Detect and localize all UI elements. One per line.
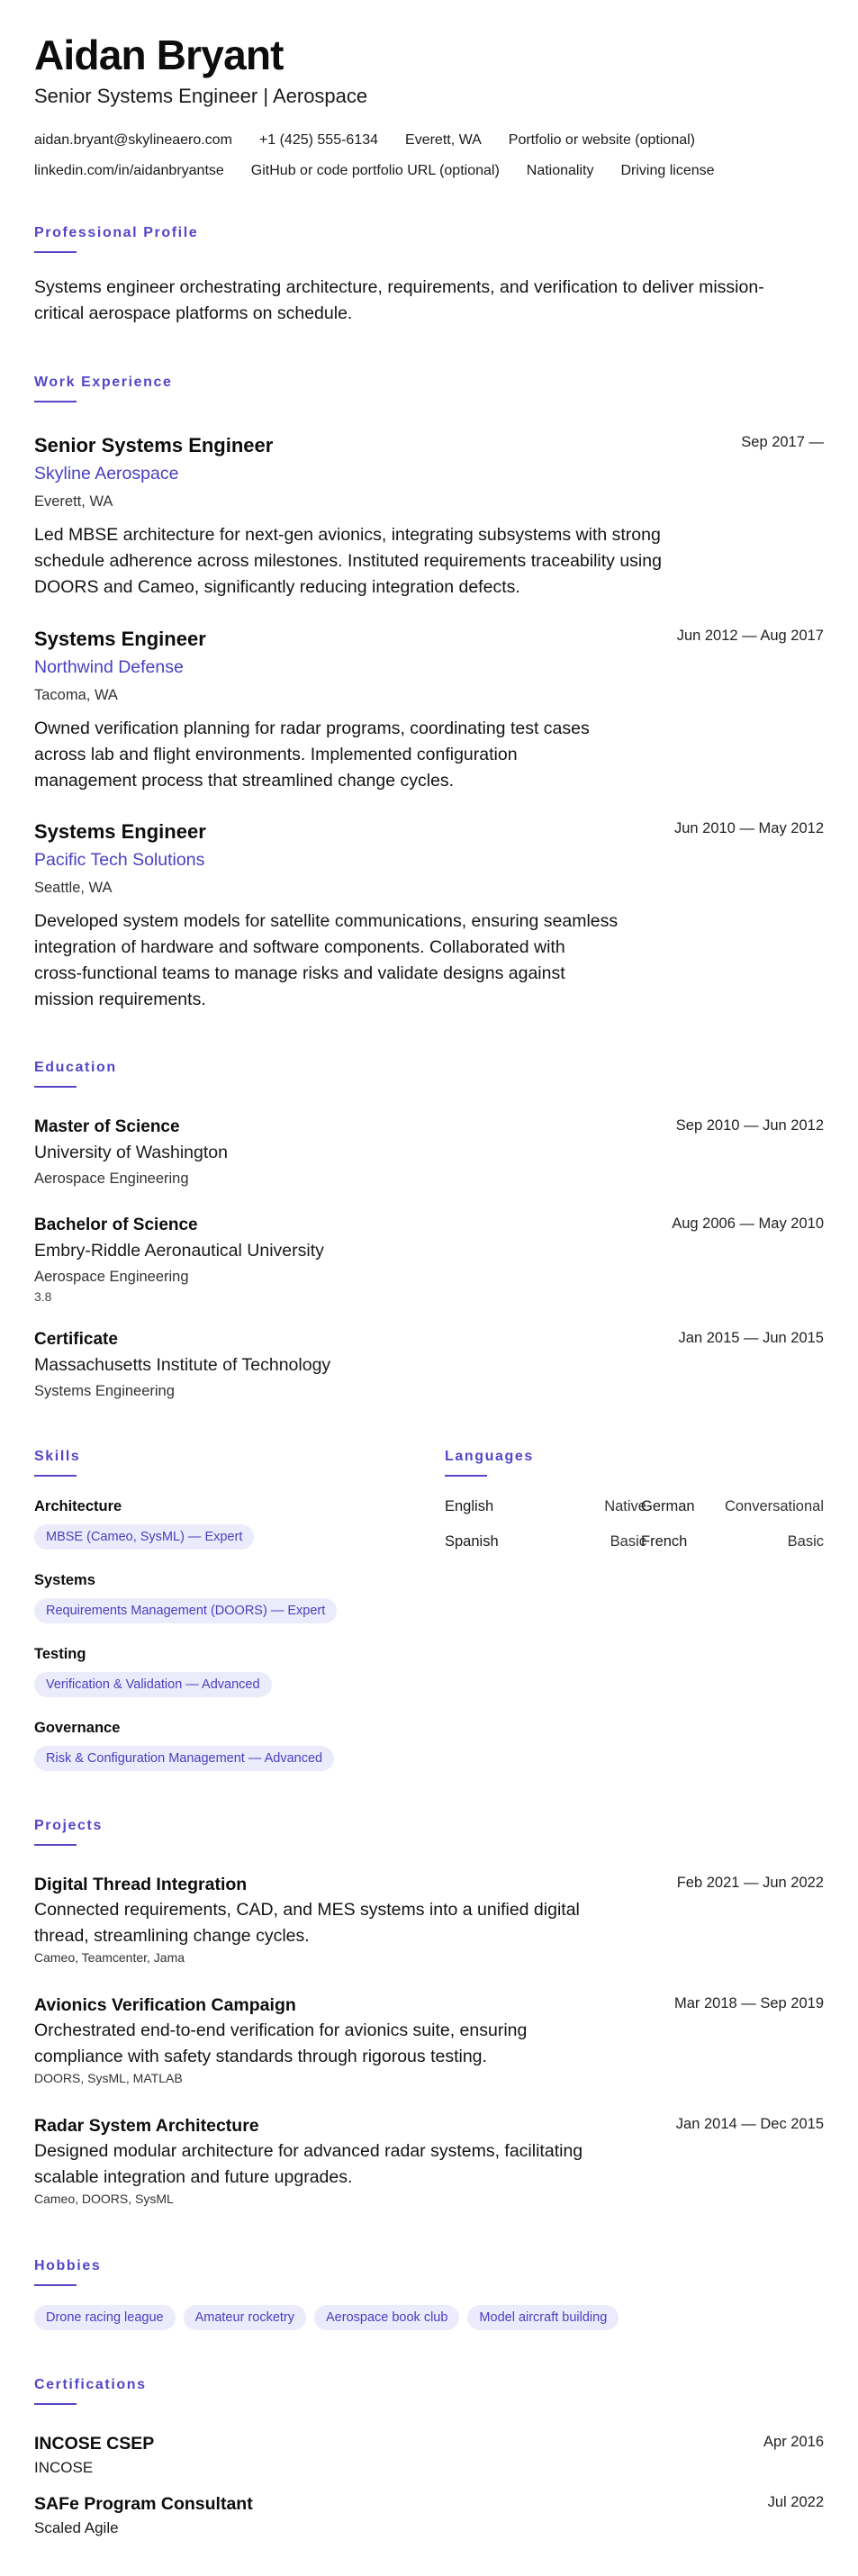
skill-category: Systems <box>34 1572 95 1588</box>
language-name: German <box>641 1498 695 1514</box>
contact-linkedin[interactable]: linkedin.com/in/aidanbryantse <box>34 163 224 178</box>
job-company: Northwind Defense <box>34 657 184 677</box>
candidate-headline: Senior Systems Engineer | Aerospace <box>34 85 368 107</box>
contact-github[interactable]: GitHub or code portfolio URL (optional) <box>250 163 500 178</box>
profile-summary: Systems engineer orchestrating architecture, requirements, and verification to deliver mission- critical aerospace platforms on schedule. <box>34 277 764 323</box>
section-title-experience: Work Experience <box>34 375 173 390</box>
job-title: Systems Engineer <box>34 820 206 843</box>
language-level: Basic <box>787 1533 824 1550</box>
contact-phone[interactable]: +1 (425) 555-6134 <box>258 132 379 148</box>
section-rule <box>34 1844 77 1846</box>
job-location: Everett, WA <box>34 493 113 510</box>
contact-portfolio[interactable]: Portfolio or website (optional) <box>508 132 695 148</box>
project-title: Avionics Verification Campaign <box>34 1995 296 2015</box>
certification-issuer: Scaled Agile <box>34 2519 119 2536</box>
certification-date: Apr 2016 <box>763 2434 824 2450</box>
hobby-chip: Drone racing league <box>34 2305 176 2330</box>
job-dates: Jun 2012 — Aug 2017 <box>676 628 824 644</box>
project-dates: Feb 2021 — Jun 2022 <box>676 1875 824 1891</box>
project-description: Designed modular architecture for advanced radar systems, facilitating scalable integration and future upgrades. <box>34 2141 583 2187</box>
certification-title: INCOSE CSEP <box>34 2434 155 2454</box>
job-location: Tacoma, WA <box>34 687 118 703</box>
contact-row-2 <box>34 163 715 179</box>
contact-driving-license: Driving license <box>620 163 715 178</box>
gpa: 3.8 <box>34 1289 52 1304</box>
skill-category: Testing <box>34 1646 86 1662</box>
section-rule <box>34 1475 77 1477</box>
section-title-hobbies: Hobbies <box>34 2258 102 2273</box>
language-level: Conversational <box>724 1498 824 1514</box>
section-rule <box>34 1086 77 1088</box>
school: Massachusetts Institute of Technology <box>34 1355 331 1375</box>
field-of-study: Systems Engineering <box>34 1383 175 1399</box>
skill-chip: Risk & Configuration Management — Advanced <box>34 1746 334 1771</box>
certification-date: Jul 2022 <box>767 2494 824 2510</box>
hobby-list <box>34 2305 619 2330</box>
project-description: Connected requirements, CAD, and MES systems into a unified digital thread, streamlining change cycles. <box>34 1900 580 1946</box>
job-company: Pacific Tech Solutions <box>34 850 205 870</box>
education-dates: Aug 2006 — May 2010 <box>672 1216 824 1232</box>
contact-nationality: Nationality <box>526 163 594 178</box>
section-rule <box>34 2403 77 2405</box>
contact-row-1 <box>34 132 695 149</box>
section-title-education: Education <box>34 1060 117 1075</box>
certification-title: SAFe Program Consultant <box>34 2494 253 2514</box>
field-of-study: Aerospace Engineering <box>34 1170 189 1187</box>
job-description: Owned verification planning for radar programs, coordinating test cases across lab and flight environments. Implemented configuration management process that streamlined change cycles. <box>34 719 590 791</box>
project-tools: Cameo, Teamcenter, Jama <box>34 1950 185 1965</box>
section-rule <box>34 401 77 402</box>
skill-chip: Requirements Management (DOORS) — Expert <box>34 1598 337 1623</box>
project-tools: DOORS, SysML, MATLAB <box>34 2071 183 2085</box>
degree: Bachelor of Science <box>34 1216 198 1234</box>
certification-issuer: INCOSE <box>34 2459 94 2476</box>
job-description: Developed system models for satellite communications, ensuring seamless integration of hardware and software components. Collaborated with cross-functional teams to manage risks and validate designs against mission requirements. <box>34 911 619 1009</box>
section-rule <box>34 251 77 253</box>
language-level: Basic <box>610 1533 646 1550</box>
section-title-projects: Projects <box>34 1818 103 1833</box>
project-tools: Cameo, DOORS, SysML <box>34 2192 174 2206</box>
section-title-certifications: Certifications <box>34 2377 147 2392</box>
language-name: French <box>641 1533 688 1550</box>
hobby-chip: Aerospace book club <box>314 2305 459 2330</box>
project-description: Orchestrated end-to-end verification for avionics suite, ensuring compliance with safety standards through rigorous testing. <box>34 2020 528 2066</box>
project-dates: Jan 2014 — Dec 2015 <box>675 2116 824 2132</box>
education-dates: Sep 2010 — Jun 2012 <box>675 1117 824 1134</box>
field-of-study: Aerospace Engineering <box>34 1269 189 1285</box>
job-dates: Jun 2010 — May 2012 <box>673 820 824 836</box>
school: University of Washington <box>34 1143 228 1162</box>
hobby-chip: Model aircraft building <box>467 2305 619 2330</box>
candidate-name: Aidan Bryant <box>34 32 284 78</box>
section-title-skills: Skills <box>34 1449 81 1464</box>
contact-location: Everett, WA <box>405 132 482 148</box>
job-title: Senior Systems Engineer <box>34 434 274 456</box>
skill-category: Architecture <box>34 1498 122 1514</box>
language-level: Native <box>604 1498 646 1514</box>
language-name: English <box>445 1498 494 1514</box>
degree: Certificate <box>34 1330 118 1349</box>
school: Embry-Riddle Aeronautical University <box>34 1241 324 1261</box>
skill-category: Governance <box>34 1720 121 1736</box>
project-dates: Mar 2018 — Sep 2019 <box>673 1995 824 2011</box>
job-dates: Sep 2017 — <box>741 434 824 450</box>
project-title: Digital Thread Integration <box>34 1875 248 1894</box>
section-rule <box>445 1475 487 1477</box>
hobby-chip: Amateur rocketry <box>184 2305 306 2330</box>
degree: Master of Science <box>34 1117 180 1136</box>
section-rule <box>34 2284 77 2286</box>
job-company: Skyline Aerospace <box>34 464 179 484</box>
language-name: Spanish <box>445 1533 499 1550</box>
skill-chip: Verification & Validation — Advanced <box>34 1672 272 1697</box>
education-dates: Jan 2015 — Jun 2015 <box>678 1330 824 1346</box>
contact-email[interactable]: aidan.bryant@skylineaero.com <box>34 132 232 148</box>
job-title: Systems Engineer <box>34 628 206 650</box>
job-location: Seattle, WA <box>34 880 113 896</box>
skill-chip: MBSE (Cameo, SysML) — Expert <box>34 1524 254 1550</box>
section-title-languages: Languages <box>445 1449 534 1464</box>
project-title: Radar System Architecture <box>34 2116 259 2136</box>
job-description: Led MBSE architecture for next-gen avionics, integrating subsystems with strong schedule adherence across milestones. Instituted requirements traceability using DOORS and Cameo, significantly reducing integration defects. <box>34 525 662 597</box>
section-title-profile: Professional Profile <box>34 225 199 240</box>
